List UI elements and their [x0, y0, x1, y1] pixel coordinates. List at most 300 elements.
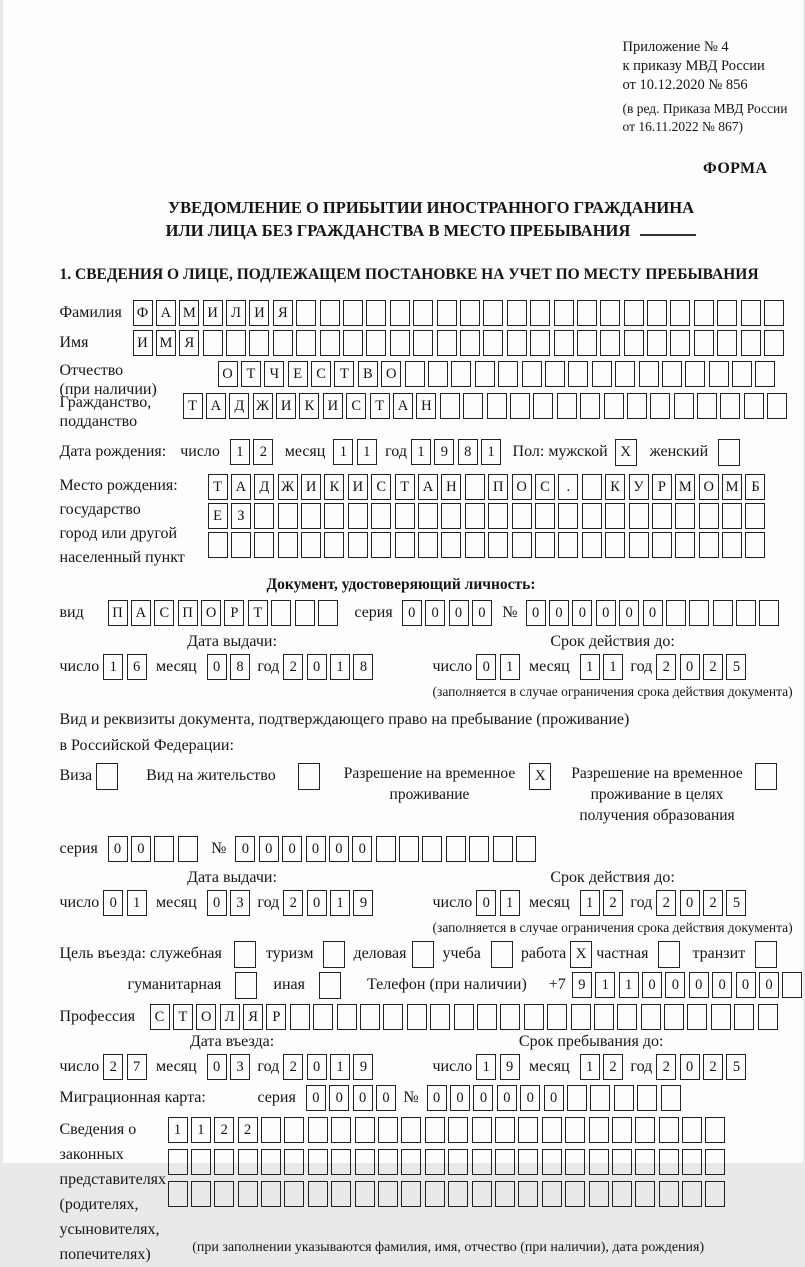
char-cell: [722, 503, 742, 529]
char-cell: [612, 1117, 632, 1143]
char-cell: [371, 503, 391, 529]
char-cell: [675, 503, 695, 529]
char-cell: [605, 532, 625, 558]
char-cell: 0: [402, 600, 422, 626]
char-cell: [565, 1149, 585, 1175]
char-cell: [554, 300, 574, 326]
char-cell: М: [722, 474, 742, 500]
char-cell: 0: [103, 890, 123, 916]
char-cell: [516, 836, 536, 862]
char-cell: О: [196, 1004, 216, 1030]
month-label: месяц: [528, 894, 570, 911]
char-cell: [168, 1149, 188, 1175]
char-cell: [604, 393, 624, 419]
char-cell: Л: [220, 1004, 240, 1030]
char-cell: [617, 1004, 637, 1030]
char-cell: 0: [472, 600, 492, 626]
field-row-birthplace: [60, 474, 803, 570]
char-cell: А: [231, 474, 251, 500]
char-cell: Т: [173, 1004, 193, 1030]
char-cell: 1: [330, 890, 350, 916]
char-cell: [465, 532, 485, 558]
edu-residence-label: Разрешение на временное проживание в целях получения образования: [571, 765, 743, 824]
char-cell: [664, 1004, 684, 1030]
char-cell: 0: [544, 1085, 564, 1111]
char-cell: 1: [411, 439, 431, 465]
doc-expiry-day-cells: [476, 654, 523, 680]
char-cell: 1: [127, 890, 147, 916]
year-label: год: [630, 1058, 653, 1075]
char-cell: [639, 361, 659, 387]
char-cell: Т: [370, 393, 390, 419]
char-cell: [687, 1004, 707, 1030]
char-cell: [448, 1181, 468, 1207]
char-cell: [498, 361, 518, 387]
char-cell: [635, 1181, 655, 1207]
entry-month-cells: [207, 1054, 254, 1080]
birth-month-cells: [333, 439, 380, 465]
char-cell: [615, 361, 635, 387]
char-cell: О: [512, 474, 532, 500]
char-cell: [782, 972, 802, 998]
char-cell: С: [154, 600, 174, 626]
permit-expiry-month-cells: [580, 890, 627, 916]
char-cell: 0: [207, 890, 227, 916]
year-label: год: [257, 894, 280, 911]
char-cell: [475, 361, 495, 387]
char-cell: [647, 330, 667, 356]
blank-underline: [640, 220, 696, 236]
doc-dates-block: [60, 632, 803, 701]
char-cell: [390, 300, 410, 326]
char-cell: [463, 393, 483, 419]
birth-day-cells: [230, 439, 277, 465]
char-cell: [542, 1181, 562, 1207]
char-cell: 1: [580, 654, 600, 680]
char-cell: [666, 600, 686, 626]
char-cell: [355, 1149, 375, 1175]
purpose-transit-checkbox: [755, 941, 777, 968]
char-cell: 1: [481, 439, 501, 465]
char-cell: [641, 1004, 661, 1030]
char-cell: [483, 300, 503, 326]
char-cell: Т: [395, 474, 415, 500]
name-cells: [133, 330, 788, 356]
char-cell: [261, 1149, 281, 1175]
purpose-work-checkbox: X: [570, 941, 592, 968]
char-cell: [418, 503, 438, 529]
citizenship-label: Гражданство, подданство: [59, 394, 152, 430]
permit-expiry-day-cells: [476, 890, 523, 916]
entry-year-cells: [283, 1054, 377, 1080]
char-cell: [493, 836, 513, 862]
char-cell: [590, 1085, 610, 1111]
char-cell: 0: [427, 1085, 447, 1111]
char-cell: 0: [352, 836, 372, 862]
char-cell: 0: [572, 600, 592, 626]
char-cell: 0: [520, 1085, 540, 1111]
mig-number-label: №: [403, 1089, 419, 1106]
char-cell: [448, 1117, 468, 1143]
char-cell: [694, 300, 714, 326]
sex-male-checkbox: X: [615, 439, 637, 466]
purpose-tourism-label: туризм: [265, 945, 314, 962]
char-cell: [767, 393, 787, 419]
char-cell: [518, 1181, 538, 1207]
char-cell: [301, 503, 321, 529]
char-cell: [629, 532, 649, 558]
entry-date-heading: Дата въезда:: [189, 1033, 275, 1050]
char-cell: [675, 532, 695, 558]
char-cell: [670, 330, 690, 356]
char-cell: [371, 532, 391, 558]
stay-month-cells: [580, 1054, 627, 1080]
char-cell: 0: [307, 890, 327, 916]
field-row-birthdate: [60, 439, 803, 466]
char-cell: [764, 300, 784, 326]
char-cell: [418, 532, 438, 558]
char-cell: [518, 1149, 538, 1175]
field-row-surname: [60, 300, 803, 326]
char-cell: [284, 1181, 304, 1207]
id-doc-heading: Документ, удостоверяющий личность:: [266, 576, 536, 593]
char-cell: 2: [703, 1054, 723, 1080]
char-cell: Л: [226, 300, 246, 326]
char-cell: [203, 330, 223, 356]
char-cell: [168, 1181, 188, 1207]
char-cell: [670, 300, 690, 326]
char-cell: Я: [273, 300, 293, 326]
temp-residence-label: Разрешение на временное проживание: [343, 765, 516, 803]
amendment-line-2: от 16.11.2022 № 867): [622, 119, 743, 134]
char-cell: 0: [282, 836, 302, 862]
char-cell: А: [418, 474, 438, 500]
char-cell: Р: [652, 474, 672, 500]
char-cell: 0: [473, 1085, 493, 1111]
char-cell: [682, 1117, 702, 1143]
char-cell: [650, 393, 670, 419]
char-cell: 0: [736, 972, 756, 998]
char-cell: 0: [643, 600, 663, 626]
char-cell: [647, 300, 667, 326]
char-cell: [510, 393, 530, 419]
char-cell: 2: [103, 1054, 123, 1080]
char-cell: О: [699, 474, 719, 500]
char-cell: И: [249, 300, 269, 326]
char-cell: [422, 836, 442, 862]
char-cell: [254, 532, 274, 558]
char-cell: Ф: [133, 300, 153, 326]
char-cell: [571, 1004, 591, 1030]
char-cell: 0: [329, 836, 349, 862]
representatives-cells-block: [168, 1117, 729, 1257]
char-cell: Т: [241, 361, 261, 387]
char-cell: 2: [283, 890, 303, 916]
char-cell: 2: [656, 654, 676, 680]
mig-number-cells: [427, 1085, 684, 1111]
char-cell: [425, 1149, 445, 1175]
char-cell: [301, 532, 321, 558]
char-cell: 1: [580, 890, 600, 916]
char-cell: 1: [230, 439, 250, 465]
char-cell: [378, 1181, 398, 1207]
doc-expiry-year-cells: [656, 654, 750, 680]
char-cell: [518, 1117, 538, 1143]
char-cell: Т: [208, 474, 228, 500]
char-cell: [713, 600, 733, 626]
char-cell: [557, 393, 577, 419]
char-cell: [360, 1004, 380, 1030]
purpose-work-label: работа: [520, 945, 567, 962]
char-cell: 9: [353, 890, 373, 916]
char-cell: 3: [230, 1054, 250, 1080]
char-cell: [208, 532, 228, 558]
char-cell: 0: [712, 972, 732, 998]
char-cell: О: [381, 361, 401, 387]
char-cell: [348, 503, 368, 529]
char-cell: Н: [416, 393, 436, 419]
day-label: число: [59, 1058, 100, 1075]
char-cell: [214, 1149, 234, 1175]
char-cell: [472, 1181, 492, 1207]
doc-number-label: №: [502, 604, 518, 621]
residence-type-row: [60, 763, 803, 826]
char-cell: 2: [253, 439, 273, 465]
char-cell: [530, 300, 550, 326]
char-cell: [488, 532, 508, 558]
char-cell: А: [393, 393, 413, 419]
char-cell: [308, 1181, 328, 1207]
char-cell: [547, 1004, 567, 1030]
char-cell: [440, 393, 460, 419]
char-cell: 0: [497, 1085, 517, 1111]
month-label: месяц: [155, 658, 197, 675]
char-cell: [324, 532, 344, 558]
char-cell: [284, 1117, 304, 1143]
char-cell: [699, 503, 719, 529]
char-cell: [533, 393, 553, 419]
char-cell: К: [324, 474, 344, 500]
char-cell: [542, 1117, 562, 1143]
purpose-humanitarian-label: гуманитарная: [127, 976, 222, 993]
char-cell: [441, 503, 461, 529]
char-cell: [401, 1117, 421, 1143]
char-cell: [249, 330, 269, 356]
doc-issue-heading: Дата выдачи:: [187, 633, 277, 650]
char-cell: [460, 330, 480, 356]
char-cell: 0: [207, 1054, 227, 1080]
char-cell: 0: [689, 972, 709, 998]
char-cell: [699, 532, 719, 558]
char-cell: [313, 1004, 333, 1030]
char-cell: 0: [307, 654, 327, 680]
char-cell: [629, 503, 649, 529]
char-cell: Ж: [278, 474, 298, 500]
permit-number-label: №: [211, 840, 227, 857]
char-cell: [331, 1181, 351, 1207]
field-row-migration-card: [60, 1085, 803, 1111]
permit-expiry-year-cells: [656, 890, 750, 916]
char-cell: 1: [357, 439, 377, 465]
char-cell: С: [535, 474, 555, 500]
purpose-study-checkbox: [491, 941, 513, 968]
char-cell: 2: [603, 890, 623, 916]
char-cell: И: [348, 474, 368, 500]
char-cell: [689, 600, 709, 626]
char-cell: [507, 300, 527, 326]
char-cell: [580, 393, 600, 419]
char-cell: [624, 300, 644, 326]
visa-label: Виза: [59, 767, 93, 784]
char-cell: [383, 1004, 403, 1030]
char-cell: [437, 300, 457, 326]
char-cell: [592, 361, 612, 387]
purpose-row-2: [60, 972, 803, 999]
char-cell: 2: [703, 890, 723, 916]
month-label: месяц: [155, 894, 197, 911]
char-cell: 1: [603, 654, 623, 680]
char-cell: [488, 503, 508, 529]
char-cell: З: [231, 503, 251, 529]
permit-expiry-heading: Срок действия до:: [550, 869, 675, 886]
purpose-official-label: Цель въезда: служебная: [59, 945, 222, 962]
char-cell: [413, 300, 433, 326]
permit-issue-month-cells: [207, 890, 254, 916]
char-cell: 0: [759, 972, 779, 998]
char-cell: [284, 1149, 304, 1175]
char-cell: [582, 474, 602, 500]
char-cell: [734, 1004, 754, 1030]
char-cell: 0: [596, 600, 616, 626]
char-cell: [500, 1004, 520, 1030]
char-cell: С: [311, 361, 331, 387]
month-label: месяц: [528, 658, 570, 675]
char-cell: [295, 600, 315, 626]
char-cell: 6: [127, 654, 147, 680]
char-cell: [413, 330, 433, 356]
char-cell: [448, 1149, 468, 1175]
field-row-citizenship: [60, 393, 803, 431]
char-cell: [261, 1181, 281, 1207]
char-cell: [697, 393, 717, 419]
char-cell: [589, 1117, 609, 1143]
char-cell: [395, 503, 415, 529]
doc-expiry-group: [433, 632, 793, 701]
char-cell: [465, 474, 485, 500]
char-cell: [659, 1117, 679, 1143]
amendment-block: [623, 100, 803, 136]
profession-cells: [150, 1004, 782, 1030]
section1-heading: 1. СВЕДЕНИЯ О ЛИЦЕ, ПОДЛЕЖАЩЕМ ПОСТАНОВКЕ НА УЧЕТ ПО МЕСТУ ПРЕБЫВАНИЯ: [59, 266, 759, 283]
permit-series-cells: [108, 836, 202, 862]
char-cell: 0: [108, 836, 128, 862]
form-title-line-2: ИЛИ ЛИЦА БЕЗ ГРАЖДАНСТВА В МЕСТО ПРЕБЫВАНИЯ: [60, 219, 803, 242]
char-cell: [589, 1181, 609, 1207]
char-cell: 7: [127, 1054, 147, 1080]
char-cell: [614, 1085, 634, 1111]
purpose-business-checkbox: [412, 941, 434, 968]
char-cell: [278, 532, 298, 558]
char-cell: [524, 1004, 544, 1030]
year-label: год: [257, 1058, 280, 1075]
char-cell: В: [358, 361, 378, 387]
residence-permit-checkbox: [298, 763, 320, 790]
char-cell: 0: [680, 890, 700, 916]
char-cell: [589, 1149, 609, 1175]
char-cell: 9: [500, 1054, 520, 1080]
char-cell: [425, 1117, 445, 1143]
char-cell: [441, 532, 461, 558]
migration-card-label: Миграционная карта:: [59, 1089, 206, 1106]
phone-cells: [572, 972, 805, 998]
char-cell: [662, 361, 682, 387]
representatives-cells-row3: [168, 1181, 729, 1207]
char-cell: [366, 330, 386, 356]
char-cell: Р: [224, 600, 244, 626]
char-cell: [624, 330, 644, 356]
char-cell: 0: [680, 1054, 700, 1080]
char-cell: 0: [549, 600, 569, 626]
char-cell: А: [131, 600, 151, 626]
profession-label: Профессия: [59, 1008, 136, 1025]
permit-number-cells: [235, 836, 539, 862]
stay-year-cells: [656, 1054, 750, 1080]
char-cell: К: [299, 393, 319, 419]
char-cell: 0: [235, 836, 255, 862]
char-cell: [709, 361, 729, 387]
char-cell: С: [371, 474, 391, 500]
day-label: число: [59, 658, 100, 675]
char-cell: Я: [243, 1004, 263, 1030]
visa-checkbox: [96, 763, 118, 790]
char-cell: [154, 836, 174, 862]
char-cell: [308, 1149, 328, 1175]
char-cell: [296, 300, 316, 326]
residence-intro-line1: Вид и реквизиты документа, подтверждающего право на пребывание (проживание): [59, 711, 630, 728]
char-cell: [755, 361, 775, 387]
entry-date-group: [60, 1032, 405, 1080]
representatives-note: (при заполнении указываются фамилия, имя, отчество (при наличии), дата рождения): [192, 1240, 705, 1255]
arrival-notification-form: [3, 0, 803, 1263]
char-cell: [535, 532, 555, 558]
char-cell: О: [201, 600, 221, 626]
char-cell: [568, 361, 588, 387]
char-cell: [637, 1085, 657, 1111]
char-cell: Н: [441, 474, 461, 500]
char-cell: [454, 1004, 474, 1030]
char-cell: [600, 330, 620, 356]
name-label: Имя: [59, 334, 89, 351]
doc-issue-group: [60, 632, 405, 680]
purpose-other-checkbox: [319, 972, 341, 999]
stay-until-group: [433, 1032, 750, 1080]
char-cell: [296, 330, 316, 356]
char-cell: 0: [450, 1085, 470, 1111]
char-cell: И: [276, 393, 296, 419]
char-cell: [565, 1181, 585, 1207]
char-cell: А: [156, 300, 176, 326]
field-row-name: [60, 330, 803, 356]
char-cell: [652, 503, 672, 529]
char-cell: [231, 532, 251, 558]
doc-series-cells: [402, 600, 496, 626]
char-cell: 0: [259, 836, 279, 862]
doc-expiry-note: (заполняется в случае ограничения срока действия документа): [432, 684, 793, 699]
char-cell: 1: [103, 654, 123, 680]
char-cell: С: [346, 393, 366, 419]
char-cell: 0: [376, 1085, 396, 1111]
char-cell: 0: [526, 600, 546, 626]
